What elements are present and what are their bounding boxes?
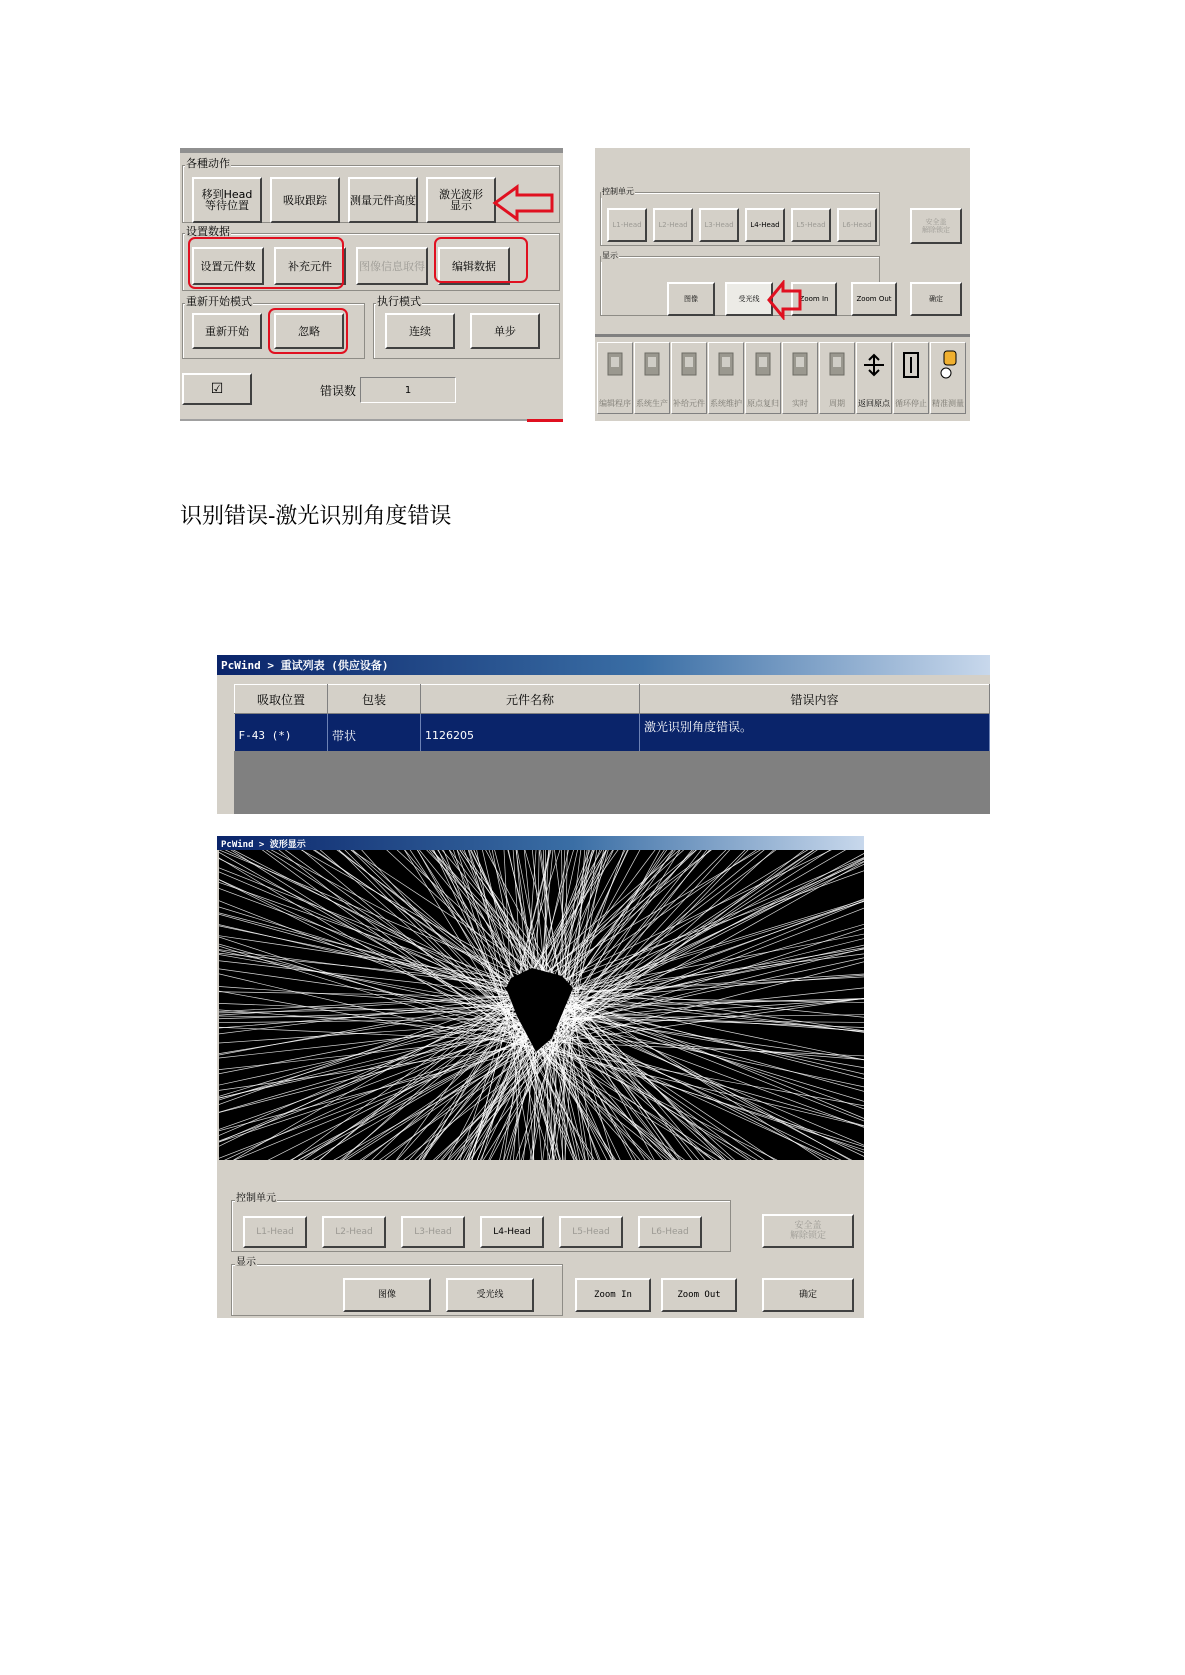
toolbar-button-label: 循环停止 bbox=[895, 399, 927, 408]
set-part-count-button[interactable]: 设置元件数 bbox=[192, 247, 264, 285]
wave-l5-head-button[interactable]: L5-Head bbox=[559, 1216, 623, 1248]
toolbar-tool-icon bbox=[935, 347, 961, 387]
toolbar-button-label: 系统维护 bbox=[710, 399, 742, 408]
cell-part-name: 1126205 bbox=[421, 714, 640, 758]
toolbar-button-2[interactable] bbox=[634, 342, 670, 414]
wave-ok-button[interactable]: 确定 bbox=[762, 1278, 854, 1312]
error-count-field[interactable]: 1 bbox=[360, 377, 456, 403]
wave-unlock-cover-button[interactable]: 安全盖 解除锁定 bbox=[762, 1214, 854, 1248]
column-header-part-name[interactable]: 元件名称 bbox=[421, 685, 640, 714]
toolbar-button-4[interactable] bbox=[708, 342, 744, 414]
screenshot-actions-panel bbox=[180, 148, 563, 421]
toolbar-button-9[interactable] bbox=[893, 342, 929, 414]
wave-group-control-unit-label: 控制单元 bbox=[236, 1193, 276, 1204]
group-restart-label: 重新开始模式 bbox=[186, 295, 252, 308]
group-display-label: 显示 bbox=[602, 251, 618, 260]
error-count-label: 错误数 bbox=[320, 384, 357, 398]
wave-l1-head-button[interactable]: L1-Head bbox=[243, 1216, 307, 1248]
wave-group-display-label: 显示 bbox=[236, 1257, 256, 1268]
toolbar-button-1[interactable] bbox=[597, 342, 633, 414]
ok-button[interactable]: 确定 bbox=[910, 282, 962, 316]
group-control-unit-label: 控制单元 bbox=[602, 187, 634, 196]
image-button[interactable]: 图像 bbox=[667, 282, 715, 316]
l6-head-button[interactable]: L6-Head bbox=[837, 208, 877, 242]
single-step-button[interactable]: 单步 bbox=[470, 313, 540, 349]
continuous-button[interactable]: 连续 bbox=[385, 313, 455, 349]
toolbar-tool-icon bbox=[861, 347, 887, 387]
wave-l2-head-button[interactable]: L2-Head bbox=[322, 1216, 386, 1248]
toolbar-button-label: 返回原点 bbox=[858, 399, 890, 408]
wave-display-canvas bbox=[219, 850, 864, 1160]
l4-head-button[interactable]: L4-Head bbox=[745, 208, 785, 242]
table-empty-area bbox=[234, 751, 990, 814]
group-exec-label: 执行模式 bbox=[377, 295, 421, 308]
toolbar-button-label: 周期 bbox=[829, 399, 845, 408]
retry-list-window bbox=[217, 655, 990, 814]
toolbar-button-label: 原点复归 bbox=[747, 399, 779, 408]
l2-head-button[interactable]: L2-Head bbox=[653, 208, 693, 242]
column-header-error-content[interactable]: 错误内容 bbox=[640, 685, 990, 714]
toolbar-divider bbox=[595, 334, 970, 337]
toolbar-tool-icon bbox=[787, 347, 813, 387]
l1-head-button[interactable]: L1-Head bbox=[607, 208, 647, 242]
toolbar-tool-icon bbox=[676, 347, 702, 387]
toolbar-tool-icon bbox=[639, 347, 665, 387]
wave-zoom-in-button[interactable]: Zoom In bbox=[575, 1278, 651, 1312]
wave-l4-head-button[interactable]: L4-Head bbox=[480, 1216, 544, 1248]
section-heading: 识别错误-激光识别角度错误 bbox=[180, 504, 452, 529]
arrow-left-icon bbox=[767, 280, 803, 320]
unlock-cover-button[interactable]: 安全盖 解除锁定 bbox=[910, 208, 962, 244]
wave-display-titlebar: PcWind > 波形显示 bbox=[217, 836, 864, 850]
toolbar-tool-icon bbox=[750, 347, 776, 387]
wave-received-light-button[interactable]: 受光线 bbox=[446, 1278, 534, 1312]
move-to-head-wait-button[interactable]: 移到Head 等待位置 bbox=[192, 177, 262, 223]
get-image-info-button[interactable]: 图像信息取得 bbox=[356, 247, 428, 285]
wave-l6-head-button[interactable]: L6-Head bbox=[638, 1216, 702, 1248]
wave-image-button[interactable]: 图像 bbox=[343, 1278, 431, 1312]
measure-height-button[interactable]: 测量元件高度 bbox=[348, 177, 418, 223]
screenshot-wave-control-panel bbox=[595, 148, 970, 421]
toolbar-tool-icon bbox=[824, 347, 850, 387]
zoom-in-button[interactable]: Zoom In bbox=[791, 282, 837, 316]
retry-list-table bbox=[234, 684, 990, 757]
toolbar-button-label: 系统生产 bbox=[636, 399, 668, 408]
wave-zoom-out-button[interactable]: Zoom Out bbox=[661, 1278, 737, 1312]
highlight-ignore bbox=[268, 308, 348, 354]
restart-button[interactable]: 重新开始 bbox=[192, 313, 262, 349]
toolbar-button-label: 实时 bbox=[792, 399, 808, 408]
toolbar-button-8[interactable] bbox=[856, 342, 892, 414]
checkbox-button[interactable]: ☑ bbox=[182, 373, 252, 405]
l5-head-button[interactable]: L5-Head bbox=[791, 208, 831, 242]
wave-l3-head-button[interactable]: L3-Head bbox=[401, 1216, 465, 1248]
bottom-divider bbox=[180, 419, 563, 421]
toolbar-tool-icon bbox=[602, 347, 628, 387]
red-mark-corner bbox=[527, 419, 563, 422]
toolbar-button-7[interactable] bbox=[819, 342, 855, 414]
l3-head-button[interactable]: L3-Head bbox=[699, 208, 739, 242]
group-settings-label: 设置数据 bbox=[186, 225, 230, 238]
toolbar-button-3[interactable] bbox=[671, 342, 707, 414]
wave-display-window bbox=[217, 836, 864, 1318]
cell-package: 带状 bbox=[328, 714, 421, 758]
toolbar-button-label: 精准测量 bbox=[932, 399, 964, 408]
toolbar-button-label: 编辑程序 bbox=[599, 399, 631, 408]
received-light-button[interactable]: 受光线 bbox=[725, 282, 773, 316]
toolbar-button-10[interactable] bbox=[930, 342, 966, 414]
add-part-button[interactable]: 补充元件 bbox=[274, 247, 346, 285]
cell-pick-position: F-43 (*) bbox=[235, 714, 328, 758]
toolbar-tool-icon bbox=[898, 347, 924, 387]
toolbar-button-label: 补给元件 bbox=[673, 399, 705, 408]
highlight-edit-data bbox=[434, 237, 528, 283]
edit-data-button[interactable]: 编辑数据 bbox=[438, 247, 510, 285]
toolbar-button-6[interactable] bbox=[782, 342, 818, 414]
column-header-pick-position[interactable]: 吸取位置 bbox=[235, 685, 328, 714]
retry-list-titlebar: PcWind > 重试列表 (供应设备) bbox=[217, 655, 990, 675]
ignore-button[interactable]: 忽略 bbox=[274, 313, 344, 349]
pick-tracking-button[interactable]: 吸取跟踪 bbox=[270, 177, 340, 223]
arrow-left-icon bbox=[492, 183, 556, 223]
cell-error-content: 激光识别角度错误。 bbox=[640, 714, 990, 758]
laser-wave-display-button[interactable]: 激光波形 显示 bbox=[426, 177, 496, 223]
column-header-package[interactable]: 包装 bbox=[328, 685, 421, 714]
group-actions-label: 各種动作 bbox=[186, 157, 230, 170]
zoom-out-button[interactable]: Zoom Out bbox=[851, 282, 897, 316]
toolbar-button-5[interactable] bbox=[745, 342, 781, 414]
toolbar-tool-icon bbox=[713, 347, 739, 387]
highlight-settings-left bbox=[188, 237, 344, 289]
table-header-row bbox=[235, 685, 990, 714]
